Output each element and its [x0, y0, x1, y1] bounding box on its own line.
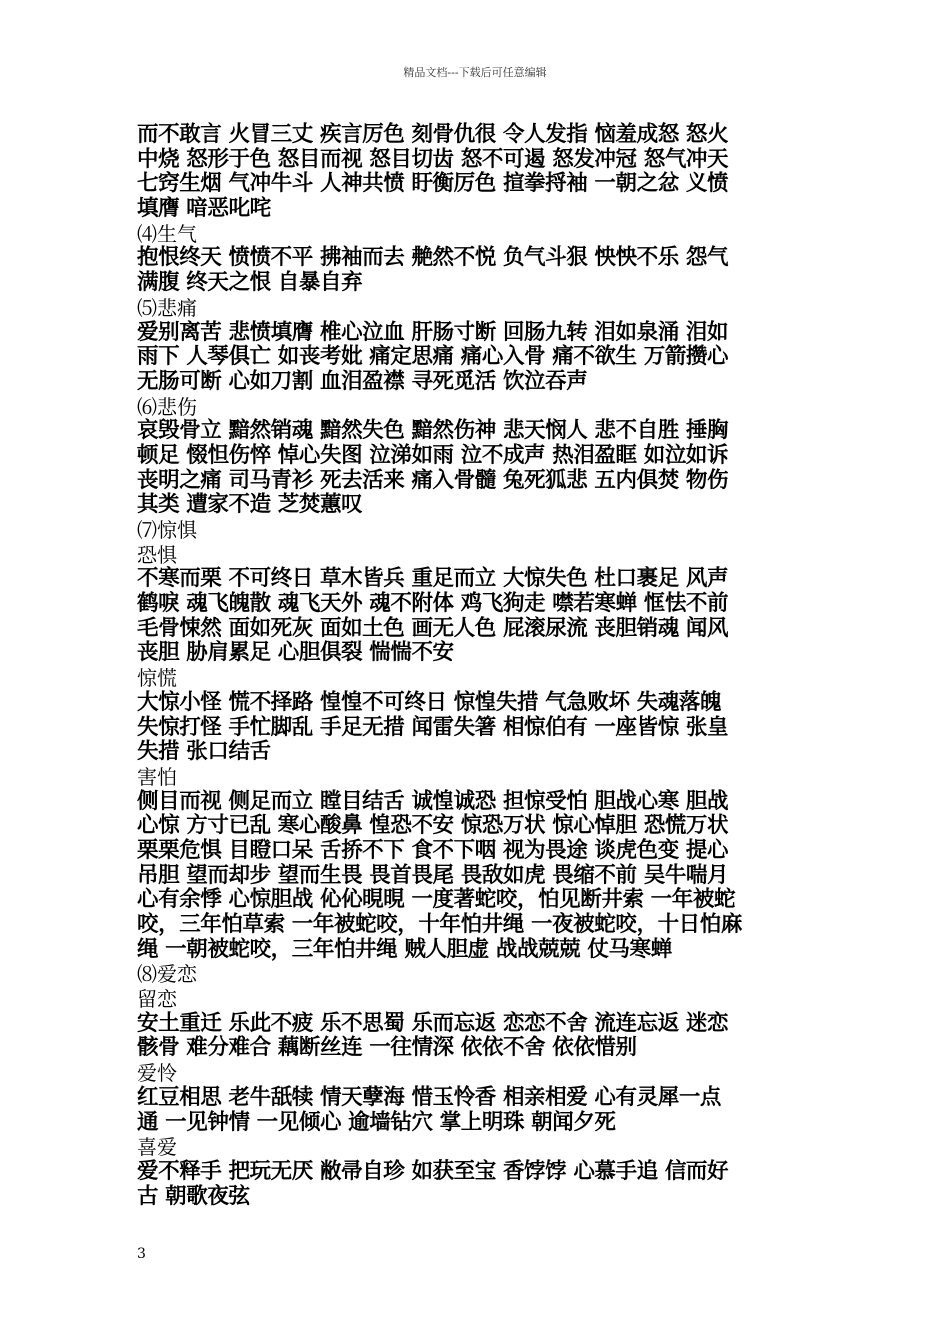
text-line: 丧胆 胁肩累足 心胆俱裂 惴惴不安 [137, 640, 454, 666]
text-line: 不寒而栗 不可终日 草木皆兵 重足而立 大惊失色 杜口裹足 风声 [137, 566, 729, 592]
text-line: 雨下 人琴俱亡 如丧考妣 痛定思痛 痛心入骨 痛不欲生 万箭攒心 [137, 344, 729, 370]
text-line: 鹤唳 魂飞魄散 魂飞天外 魂不附体 鸡飞狗走 噤若寒蝉 恇怯不前 [137, 591, 729, 617]
text-line: 抱恨终天 愤愤不平 拂袖而去 艴然不悦 负气斗狠 怏怏不乐 怨气 [137, 245, 729, 271]
section-heading: ⑺惊惧 [137, 518, 197, 542]
text-line: 哀毁骨立 黯然销魂 黯然失色 黯然伤神 悲天悯人 悲不自胜 捶胸 [137, 418, 729, 444]
text-line: 其类 遭家不造 芝焚蕙叹 [137, 492, 363, 518]
section-heading: 害怕 [137, 764, 177, 789]
page-header: 精品文档---下载后可任意编辑 [403, 66, 547, 79]
section-heading: 恐惧 [137, 542, 177, 567]
text-line: 栗栗危惧 目瞪口呆 舌挢不下 食不下咽 视为畏途 谈虎色变 提心 [137, 837, 729, 863]
text-line: 骸骨 难分难合 藕断丝连 一往情深 依依不舍 依依惜别 [137, 1035, 637, 1061]
text-line: 古 朝歌夜弦 [137, 1183, 250, 1209]
section-heading: 喜爱 [137, 1135, 177, 1160]
text-line: 满腹 终天之恨 自暴自弃 [137, 270, 363, 296]
section-heading: ⑷生气 [137, 221, 197, 246]
page-number: 3 [137, 1246, 146, 1262]
text-line: 爱不释手 把玩无厌 敝帚自珍 如获至宝 香饽饽 心慕手追 信而好 [137, 1158, 729, 1184]
text-line: 失措 张口结舌 [137, 739, 271, 765]
text-line: 填膺 喑恶叱咤 [137, 196, 271, 222]
text-line: 顿足 惙怛伤悴 悼心失图 泣涕如雨 泣不成声 热泪盈眶 如泣如诉 [137, 442, 729, 468]
text-line: 心有余悸 心惊胆战 伈伈晛晛 一度著蛇咬，怕见断井索 一年被蛇 [137, 887, 736, 913]
section-heading: ⑹悲伤 [137, 394, 197, 419]
text-line: 侧目而视 侧足而立 瞠目结舌 诚惶诚恐 担惊受怕 胆战心寒 胆战 [137, 788, 729, 814]
text-line: 通 一见钟情 一见倾心 逾墙钻穴 掌上明珠 朝闻夕死 [137, 1109, 616, 1135]
section-heading: 爱怜 [137, 1061, 177, 1086]
text-line: 心惊 方寸已乱 寒心酸鼻 惶恐不安 惊恐万状 惊心悼胆 恐慌万状 [137, 813, 729, 839]
text-line: 无肠可断 心如刀割 血泪盈襟 寻死觅活 饮泣吞声 [137, 368, 588, 394]
text-line: 吊胆 望而却步 望而生畏 畏首畏尾 畏敌如虎 畏缩不前 吴牛喘月 [137, 862, 729, 888]
text-line: 中烧 怒形于色 怒目而视 怒目切齿 怒不可遏 怒发冲冠 怒气冲天 [137, 146, 729, 172]
text-line: 七窍生烟 气冲牛斗 人神共愤 盱衡厉色 揎拳捋袖 一朝之忿 义愤 [137, 171, 729, 197]
text-line: 大惊小怪 慌不择路 惶惶不可终日 惊惶失措 气急败坏 失魂落魄 [137, 689, 722, 715]
text-line: 红豆相思 老牛舐犊 情天孽海 惜玉怜香 相亲相爱 心有灵犀一点 [137, 1084, 722, 1110]
section-heading: ⑻爱恋 [137, 962, 197, 987]
text-line: 失惊打怪 手忙脚乱 手足无措 闻雷失箸 相惊伯有 一座皆惊 张皇 [137, 714, 729, 740]
section-heading: 留恋 [137, 987, 177, 1012]
document-body [137, 123, 837, 1209]
section-heading: ⑸悲痛 [137, 295, 197, 320]
text-line: 而不敢言 火冒三丈 疾言厉色 刻骨仇很 令人发指 恼羞成怒 怒火 [137, 122, 729, 147]
text-line: 毛骨悚然 面如死灰 面如土色 画无人色 屁滚尿流 丧胆销魂 闻风 [137, 615, 729, 641]
section-heading: 惊慌 [137, 666, 177, 691]
text-line: 爱别离苦 悲愤填膺 椎心泣血 肝肠寸断 回肠九转 泪如泉涌 泪如 [137, 319, 729, 345]
text-line: 绳 一朝被蛇咬，三年怕井绳 贼人胆虚 战战兢兢 仗马寒蝉 [137, 936, 672, 962]
text-line: 咬，三年怕草索 一年被蛇咬，十年怕井绳 一夜被蛇咬，十日怕麻 [137, 912, 742, 937]
text-line: 安土重迁 乐此不疲 乐不思蜀 乐而忘返 恋恋不舍 流连忘返 迷恋 [137, 1010, 729, 1036]
text-line: 丧明之痛 司马青衫 死去活来 痛入骨髓 兔死狐悲 五内俱焚 物伤 [137, 467, 729, 493]
